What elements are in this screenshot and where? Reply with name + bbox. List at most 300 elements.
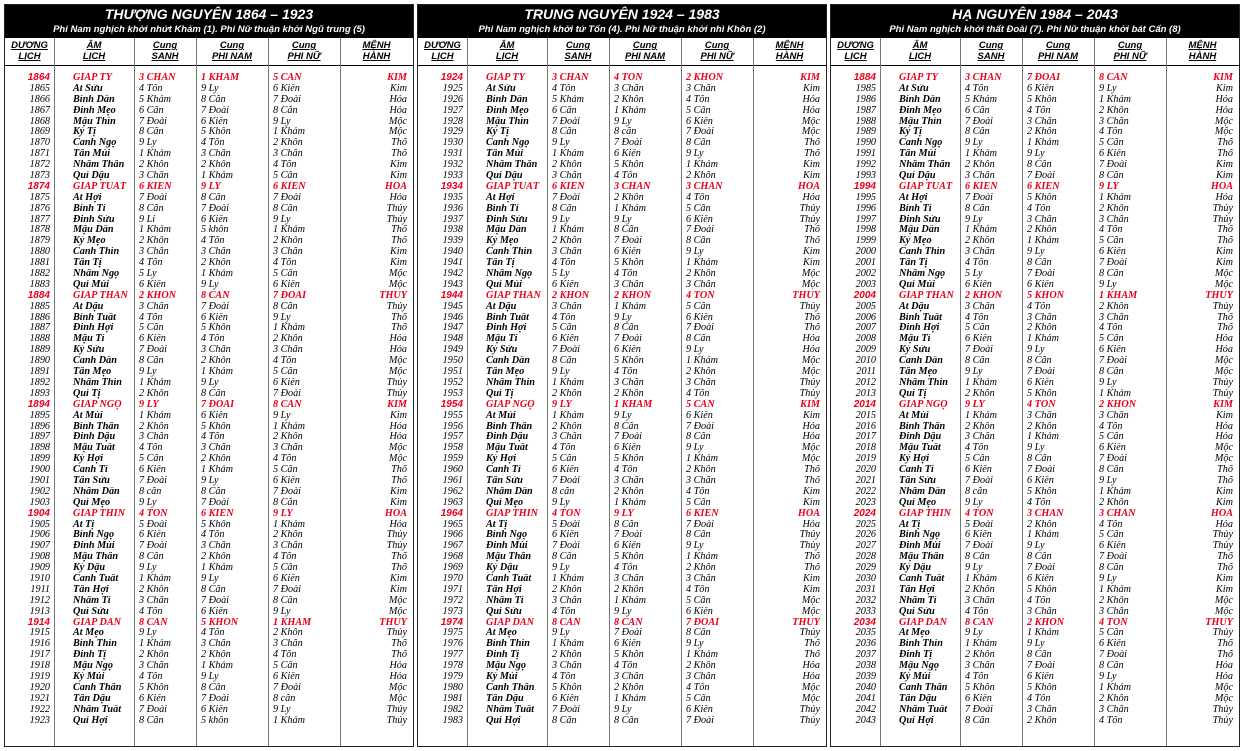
table-cell: 2 Khôn	[139, 650, 169, 661]
column-header: MỆNH HÀNH	[1188, 40, 1217, 62]
table-cell: 1877	[29, 214, 50, 225]
table-cell: 7 Đoài	[139, 116, 168, 127]
table-cell: Thủy	[1212, 203, 1233, 214]
table-cell: 2 Khôn	[201, 552, 231, 563]
table-cell: Bính Ngọ	[899, 530, 941, 541]
table-cell: 1934	[440, 181, 463, 192]
table-cell: 7 ĐOÀI	[1027, 73, 1061, 83]
table-cell: 3 CHẤN	[965, 73, 1002, 83]
table-row	[831, 476, 1239, 487]
table-cell: 4 Tốn	[614, 563, 638, 574]
table-cell: 7 Đoài	[1099, 160, 1128, 171]
table-cell: 1867	[29, 105, 50, 116]
column-header: Cung PHI NAM	[211, 40, 253, 62]
column-headers	[418, 38, 826, 66]
table-cell: 7 Đoài	[552, 704, 581, 715]
table-cell: 2022	[855, 486, 876, 497]
table-row	[418, 465, 826, 476]
table-row	[418, 84, 826, 95]
table-row	[5, 552, 413, 563]
table-cell: 3 Chấn	[965, 171, 995, 182]
table-cell: 2 KHÔN	[139, 290, 177, 301]
table-cell: 6 Kiền	[273, 279, 300, 290]
table-cell: 8 cấn	[965, 486, 988, 497]
table-cell: 1884	[853, 73, 876, 83]
table-cell: 1962	[442, 486, 463, 497]
table-row	[418, 585, 826, 596]
panel-title: TRUNG NGUYÊN 1924 – 1983	[524, 6, 720, 22]
table-cell: Hỏa	[389, 661, 407, 672]
table-cell: Kim	[390, 83, 407, 94]
table-row	[5, 672, 413, 683]
table-cell: Mộc	[1214, 116, 1233, 127]
table-cell: 2 Khôn	[273, 334, 303, 345]
table-cell: 8 Cấn	[1099, 563, 1124, 574]
table-row	[418, 345, 826, 356]
table-cell: 4 Tốn	[686, 94, 710, 105]
table-cell: GIÁP TUẤT	[73, 181, 127, 192]
table-cell: 3 Chấn	[1027, 704, 1057, 715]
table-cell: 1895	[29, 410, 50, 421]
table-cell: 3 Chấn	[614, 475, 644, 486]
table-cell: Mậu Ngọ	[486, 661, 526, 672]
table-cell: 3 Chấn	[273, 247, 303, 258]
table-cell: Tân Sửu	[486, 475, 523, 486]
table-cell: 3 CHẤN	[1099, 508, 1136, 519]
table-cell: 5 Đoài	[552, 519, 581, 530]
table-cell: 4 Tốn	[139, 443, 163, 454]
table-cell: Thổ	[391, 225, 407, 236]
table-cell: 8 Cấn	[201, 486, 226, 497]
table-cell: Thủy	[799, 628, 820, 639]
table-cell: 7 Đoài	[552, 192, 581, 203]
table-cell: 1888	[29, 334, 50, 345]
table-cell: 2006	[855, 312, 876, 323]
column-header: Cung PHI NAM	[624, 40, 666, 62]
table-cell: 1866	[29, 94, 50, 105]
table-row	[5, 585, 413, 596]
table-cell: Bính Ngọ	[73, 530, 115, 541]
table-cell: 9 Ly	[686, 639, 704, 650]
table-row	[418, 400, 826, 411]
table-cell: 1875	[29, 192, 50, 203]
table-row	[831, 411, 1239, 422]
table-cell: 3 Chấn	[552, 661, 582, 672]
table-cell: 1 KHẢM	[614, 399, 653, 410]
table-cell: 1872	[29, 160, 50, 171]
table-cell: Thủy	[799, 377, 820, 388]
table-cell: 3 Chấn	[273, 345, 303, 356]
table-cell: 9 Ly	[965, 563, 983, 574]
table-cell: 2 Khôn	[686, 465, 716, 476]
table-cell: 8 Cấn	[201, 94, 226, 105]
table-cell: Thổ	[1217, 149, 1233, 160]
table-cell: Thủy	[386, 388, 407, 399]
table-cell: 6 Kiền	[1027, 83, 1054, 94]
table-cell: 8 Cấn	[552, 356, 577, 367]
table-cell: 1 Khảm	[273, 323, 305, 334]
table-cell: 5 Cấn	[552, 454, 577, 465]
table-cell: 9 Ly	[201, 475, 219, 486]
table-cell: Kỷ Dậu	[899, 563, 931, 574]
table-cell: 2 Khôn	[1099, 497, 1129, 508]
table-cell: 2011	[856, 367, 876, 378]
table-cell: 1931	[442, 149, 463, 160]
table-cell: GIÁP NGỌ	[486, 399, 535, 410]
table-row	[418, 334, 826, 345]
table-panel	[4, 4, 414, 747]
table-cell: 7 Đoài	[1099, 258, 1128, 269]
table-row	[5, 313, 413, 324]
table-cell: Kim	[803, 83, 820, 94]
table-cell: 3 Chấn	[686, 475, 716, 486]
table-cell: THỦY	[792, 617, 820, 628]
table-cell: 4 Tốn	[1099, 225, 1123, 236]
table-cell: 2023	[855, 497, 876, 508]
table-cell: GIÁP TÝ	[486, 73, 525, 83]
table-cell: Nhâm Thìn	[486, 377, 535, 388]
table-cell: 5 Khôn	[201, 127, 231, 138]
table-cell: 1915	[29, 628, 50, 639]
table-row	[831, 258, 1239, 269]
table-row	[5, 95, 413, 106]
table-cell: 2 Khôn	[614, 94, 644, 105]
table-cell: 8 CẤN	[552, 617, 581, 628]
table-cell: 7 ĐOÀI	[201, 399, 235, 410]
table-cell: 1 Khảm	[552, 639, 584, 650]
table-cell: 1933	[442, 171, 463, 182]
table-cell: 2 Khôn	[614, 682, 644, 693]
table-cell: Quí Mùi	[899, 279, 935, 290]
table-cell: 5 Khôn	[201, 323, 231, 334]
table-row	[831, 509, 1239, 520]
table-row	[418, 541, 826, 552]
table-cell: 1 Khảm	[273, 127, 305, 138]
table-row	[418, 661, 826, 672]
table-cell: 4 Tốn	[139, 606, 163, 617]
table-cell: 1 Khảm	[201, 661, 233, 672]
table-cell: 1910	[29, 573, 50, 584]
table-cell: 1903	[29, 497, 50, 508]
table-cell: Hỏa	[802, 192, 820, 203]
table-cell: 2 Khôn	[1027, 519, 1057, 530]
table-cell: 7 Đoài	[552, 541, 581, 552]
table-cell: 6 Kiền	[139, 465, 166, 476]
table-row	[831, 182, 1239, 193]
table-cell: 2040	[855, 682, 876, 693]
table-cell: 6 Kiền	[552, 279, 579, 290]
table-row	[831, 422, 1239, 433]
table-cell: 6 Kiền	[201, 116, 228, 127]
table-row	[418, 454, 826, 465]
table-cell: Tân Mẹo	[486, 367, 525, 378]
table-cell: 5 Đoài	[139, 519, 168, 530]
table-row	[418, 193, 826, 204]
table-cell: 8 Cấn	[614, 715, 639, 726]
table-cell: Ất Hợi	[73, 192, 102, 203]
table-cell: 1 Khảm	[552, 410, 584, 421]
table-cell: 8 Cấn	[1027, 552, 1052, 563]
table-cell: Bính Dần	[486, 94, 528, 105]
table-cell: 8 Cấn	[201, 192, 226, 203]
table-cell: Thổ	[391, 563, 407, 574]
table-cell: Canh Thìn	[73, 247, 120, 258]
table-row	[831, 323, 1239, 334]
table-cell: 3 Chấn	[965, 595, 995, 606]
table-cell: 1928	[442, 116, 463, 127]
table-cell: 3 Chấn	[552, 171, 582, 182]
table-cell: 1999	[855, 236, 876, 247]
table-cell: 1898	[29, 443, 50, 454]
column-header: ÂM LỊCH	[82, 40, 106, 62]
table-row	[831, 84, 1239, 95]
table-cell: 1 Khảm	[273, 715, 305, 726]
table-cell: 1 Khảm	[686, 356, 718, 367]
table-cell: Canh Tuất	[899, 573, 945, 584]
table-cell: 3 Chấn	[201, 149, 231, 160]
table-cell: 1 Khảm	[1099, 192, 1131, 203]
column-header: MỆNH HÀNH	[775, 40, 804, 62]
table-cell: 1 Khảm	[1099, 388, 1131, 399]
table-row	[831, 454, 1239, 465]
table-cell: 1921	[29, 693, 50, 704]
table-cell: 5 Cấn	[552, 323, 577, 334]
table-cell: KIM	[387, 399, 407, 410]
table-cell: 2 Khôn	[1099, 105, 1129, 116]
table-cell: 8 cấn	[139, 486, 162, 497]
table-cell: Canh Dần	[899, 356, 943, 367]
table-cell: Bính Thìn	[486, 639, 530, 650]
table-cell: 5 Cấn	[965, 454, 990, 465]
table-cell: 6 Kiền	[201, 312, 228, 323]
table-cell: 4 Tốn	[273, 454, 297, 465]
table-row	[5, 476, 413, 487]
table-cell: 1909	[29, 563, 50, 574]
table-row	[831, 574, 1239, 585]
table-cell: 5 Cấn	[1099, 432, 1124, 443]
table-row	[831, 171, 1239, 182]
table-row	[5, 106, 413, 117]
table-cell: Tân Mùi	[73, 149, 111, 160]
table-cell: 5 Cấn	[686, 301, 711, 312]
table-cell: 9 Ly	[686, 541, 704, 552]
table-cell: 7 Đoài	[686, 225, 715, 236]
table-cell: 3 Chấn	[273, 541, 303, 552]
table-cell: 4 Tốn	[1099, 421, 1123, 432]
table-cell: 4 Tốn	[139, 83, 163, 94]
table-cell: 2007	[855, 323, 876, 334]
table-cell: 2 Khôn	[965, 584, 995, 595]
table-cell: 8 Cấn	[201, 682, 226, 693]
table-cell: 5 Khảm	[139, 94, 171, 105]
table-cell: Kỷ Mùi	[486, 671, 518, 682]
table-cell: 4 Tốn	[552, 606, 576, 617]
table-cell: Thổ	[391, 465, 407, 476]
table-row	[5, 215, 413, 226]
table-cell: Kỷ Dậu	[73, 563, 105, 574]
table-cell: Kim	[1216, 486, 1233, 497]
table-cell: Hỏa	[802, 661, 820, 672]
table-cell: 1904	[27, 508, 50, 519]
table-row	[418, 498, 826, 509]
table-cell: 8 Cấn	[965, 552, 990, 563]
table-cell: 5 Cấn	[1099, 628, 1124, 639]
table-cell: Nhâm Thân	[486, 160, 538, 171]
table-cell: Kim	[1216, 171, 1233, 182]
table-cell: 7 Đoài	[965, 541, 994, 552]
table-cell: 1 KHẢM	[1099, 290, 1138, 301]
table-cell: 9 Ly	[201, 83, 219, 94]
table-cell: 4 TỐN	[614, 73, 643, 83]
table-cell: Quí Dậu	[73, 171, 110, 182]
table-cell: 2 Khôn	[686, 171, 716, 182]
table-cell: 1908	[29, 552, 50, 563]
table-cell: 2025	[855, 519, 876, 530]
table-cell: Ất Mùi	[73, 410, 103, 421]
table-cell: 2 Khôn	[1099, 301, 1129, 312]
table-cell: 1886	[29, 312, 50, 323]
table-row	[5, 661, 413, 672]
table-cell: 4 Tốn	[552, 443, 576, 454]
table-cell: 1954	[440, 399, 463, 410]
table-cell: Ất Tị	[73, 519, 95, 530]
table-cell: GIÁP DẦN	[73, 617, 122, 628]
table-cell: 1 Khảm	[552, 377, 584, 388]
table-cell: 7 Đoài	[1027, 661, 1056, 672]
table-cell: Đinh Dậu	[899, 432, 942, 443]
table-cell: 8 cấn	[614, 127, 637, 138]
table-row	[5, 302, 413, 313]
table-cell: 7 Đoài	[201, 203, 230, 214]
table-cell: 9 Ly	[1099, 475, 1117, 486]
table-cell: Mộc	[1214, 367, 1233, 378]
table-cell: 2 KHÔN	[614, 290, 652, 301]
table-cell: 2027	[855, 541, 876, 552]
table-cell: 4 TỐN	[965, 508, 994, 519]
table-cell: 7 Đoài	[965, 116, 994, 127]
table-row	[831, 487, 1239, 498]
table-cell: 9 LY	[614, 508, 634, 519]
table-row	[418, 574, 826, 585]
table-cell: 9 Ly	[965, 367, 983, 378]
table-cell: Hỏa	[1215, 661, 1233, 672]
table-cell: Thổ	[1217, 465, 1233, 476]
table-cell: 1997	[855, 214, 876, 225]
table-cell: Tân Dậu	[73, 693, 111, 704]
table-cell: 6 Kiền	[1099, 541, 1126, 552]
table-cell: Nhâm Thìn	[899, 377, 948, 388]
table-cell: 5 KHÔN	[1027, 290, 1065, 301]
table-row	[5, 323, 413, 334]
table-cell: Thủy	[386, 214, 407, 225]
table-cell: Kỷ Sửu	[899, 345, 931, 356]
table-cell: 8 Cấn	[1027, 258, 1052, 269]
table-row	[831, 705, 1239, 716]
table-row	[5, 432, 413, 443]
table-cell: 2 Khôn	[614, 192, 644, 203]
table-cell: Đinh Sửu	[486, 214, 528, 225]
table-cell: 1 Khảm	[965, 225, 997, 236]
table-cell: 7 Đoài	[273, 486, 302, 497]
table-cell: 1 Khảm	[686, 258, 718, 269]
table-cell: Kim	[390, 171, 407, 182]
table-row	[831, 193, 1239, 204]
table-cell: 3 Chấn	[201, 443, 231, 454]
table-cell: 2018	[855, 443, 876, 454]
table-cell: 5 Khôn	[614, 258, 644, 269]
table-cell: Thủy	[1212, 628, 1233, 639]
table-cell: Hỏa	[802, 671, 820, 682]
table-cell: 7 Đoài	[139, 192, 168, 203]
table-cell: Mộc	[388, 454, 407, 465]
table-cell: 2 Khôn	[139, 388, 169, 399]
table-cell: 3 Chấn	[1099, 410, 1129, 421]
table-cell: 6 Cấn	[139, 105, 164, 116]
table-cell: 9 Ly	[965, 214, 983, 225]
table-cell: 6 Kiền	[201, 214, 228, 225]
table-row	[418, 106, 826, 117]
table-cell: 6 Kiền	[1099, 149, 1126, 160]
table-cell: 7 Đoài	[965, 704, 994, 715]
table-row	[418, 683, 826, 694]
table-cell: Nhâm Tí	[73, 595, 111, 606]
table-cell: 8 Cấn	[273, 301, 298, 312]
table-row	[5, 193, 413, 204]
table-cell: 3 Chấn	[1099, 704, 1129, 715]
table-row	[5, 225, 413, 236]
table-cell: 1979	[442, 671, 463, 682]
table-cell: 8 cấn	[552, 486, 575, 497]
table-cell: 7 Đoài	[273, 388, 302, 399]
table-cell: Kỷ Tị	[899, 127, 922, 138]
table-cell: Thổ	[391, 312, 407, 323]
table-cell: Mộc	[388, 693, 407, 704]
table-cell: GIÁP THÌN	[486, 508, 538, 519]
table-cell: Mộc	[801, 595, 820, 606]
table-cell: 8 Cấn	[1027, 650, 1052, 661]
table-cell: Đinh Mẹo	[899, 105, 942, 116]
table-cell: 5 Cấn	[1099, 530, 1124, 541]
table-cell: 2 KHÔN	[552, 290, 590, 301]
table-cell: Thổ	[1217, 323, 1233, 334]
table-cell: 2024	[853, 508, 876, 519]
table-cell: 1891	[29, 367, 50, 378]
table-cell: Mộc	[1214, 595, 1233, 606]
table-cell: 3 Chấn	[1027, 214, 1057, 225]
table-cell: 2 Khôn	[273, 628, 303, 639]
table-cell: 9 Ly	[201, 377, 219, 388]
table-cell: 9 Ly	[552, 497, 570, 508]
table-cell: 7 Đoài	[552, 475, 581, 486]
table-cell: 1874	[27, 181, 50, 192]
table-cell: 1876	[29, 203, 50, 214]
table-cell: 6 Kiền	[273, 671, 300, 682]
table-cell: 4 Tốn	[552, 258, 576, 269]
table-cell: 1864	[27, 73, 50, 83]
table-cell: 1 Khảm	[552, 225, 584, 236]
table-cell: 1964	[440, 508, 463, 519]
table-row	[418, 672, 826, 683]
table-cell: Tân Hợi	[899, 584, 935, 595]
table-cell: 9 Ly	[1027, 149, 1045, 160]
table-cell: HỎA	[1210, 508, 1233, 519]
table-cell: 3 Chấn	[139, 247, 169, 258]
table-cell: 2000	[855, 247, 876, 258]
table-cell: 9 Ly	[686, 247, 704, 258]
table-cell: Thổ	[804, 312, 820, 323]
table-cell: Tân Hợi	[486, 584, 522, 595]
table-cell: Đinh Sửu	[73, 214, 115, 225]
